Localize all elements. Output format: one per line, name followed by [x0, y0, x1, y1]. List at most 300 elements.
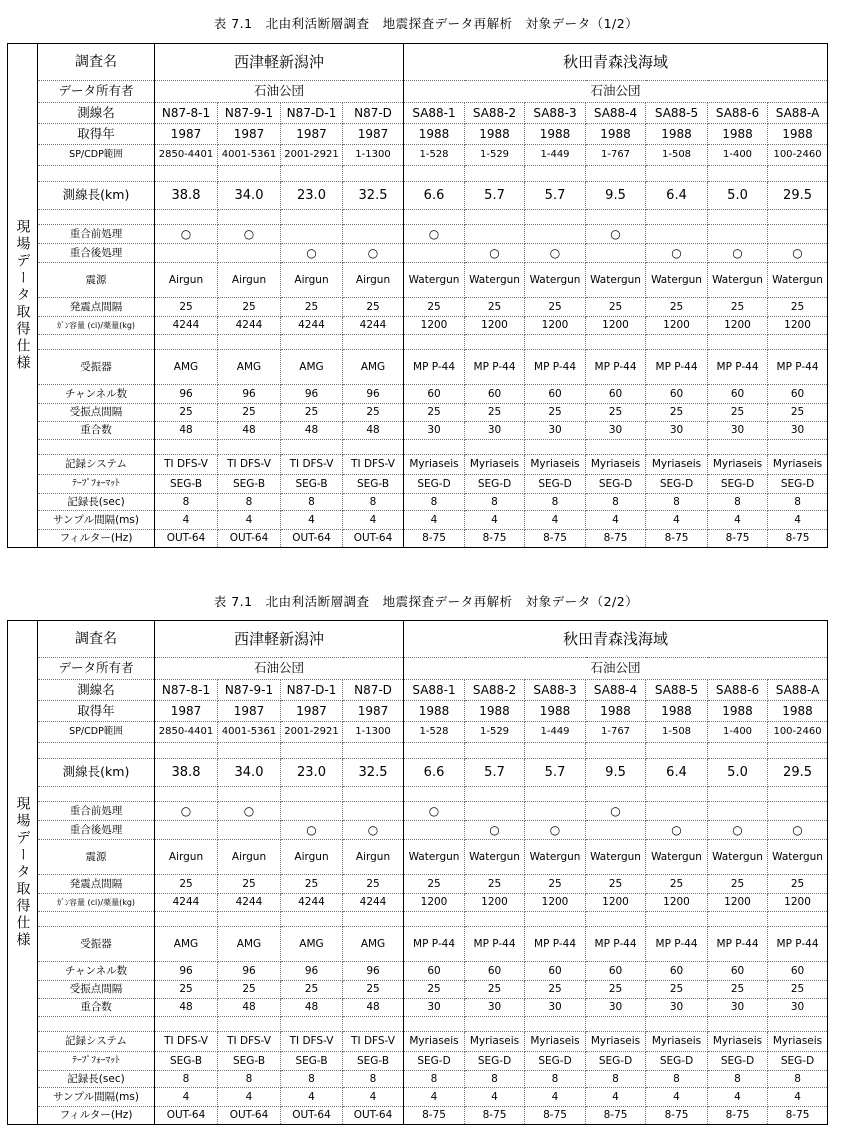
data-cell: Myriaseis [465, 455, 525, 475]
data-cell: Airgun [155, 263, 218, 298]
table-1-wrapper [7, 43, 827, 548]
data-cell: 1987 [218, 701, 281, 722]
data-cell: 6.6 [404, 759, 465, 787]
spacer-cell [155, 787, 218, 802]
spacer-cell [768, 743, 828, 759]
data-cell: ○ [343, 821, 404, 840]
data-cell: 38.8 [155, 182, 218, 210]
data-cell: OUT-64 [218, 530, 281, 548]
spacer-cell [525, 1017, 586, 1032]
owner-cell: 石油公団 [155, 81, 404, 103]
data-cell: AMG [281, 927, 343, 962]
data-cell: 1200 [768, 894, 828, 912]
spacer-cell [218, 787, 281, 802]
table-row [8, 962, 828, 981]
data-cell: Myriaseis [586, 455, 646, 475]
row-label: 受振器 [38, 927, 155, 962]
table-row [8, 244, 828, 263]
row-label: ﾃｰﾌﾟﾌｫｰﾏｯﾄ [38, 1052, 155, 1071]
data-cell: SEG-B [281, 1052, 343, 1071]
data-cell: SEG-D [646, 1052, 708, 1071]
data-cell: 8 [281, 1071, 343, 1088]
data-cell: 4 [155, 511, 218, 530]
table-row [8, 1071, 828, 1088]
data-cell: N87-8-1 [155, 680, 218, 701]
data-cell: 4 [465, 511, 525, 530]
data-cell: 8 [768, 1071, 828, 1088]
data-cell: 25 [343, 404, 404, 422]
spacer-cell [155, 440, 218, 455]
row-label: 重合前処理 [38, 225, 155, 244]
spacer-cell [404, 743, 465, 759]
data-cell: 25 [768, 404, 828, 422]
spacer-cell [708, 1017, 768, 1032]
row-label: ｶﾞﾝ容量 (ci)/薬量(kg) [38, 317, 155, 335]
data-cell: SEG-D [768, 475, 828, 494]
data-cell: 8 [155, 494, 218, 511]
table-row [8, 894, 828, 912]
data-cell: 25 [343, 981, 404, 999]
spacer-cell [218, 210, 281, 225]
spacer-cell [586, 166, 646, 182]
data-cell: 4 [525, 511, 586, 530]
data-cell: 4 [281, 511, 343, 530]
data-cell: Watergun [646, 840, 708, 875]
data-cell: 8 [465, 1071, 525, 1088]
owner-cell: 石油公団 [404, 658, 828, 680]
table-row [8, 317, 828, 335]
data-cell: 60 [404, 385, 465, 404]
data-cell [586, 244, 646, 263]
spacer-cell [281, 787, 343, 802]
spacer-cell [768, 787, 828, 802]
spacer-cell [38, 210, 155, 225]
data-cell: 4001-5361 [218, 145, 281, 166]
data-cell: 25 [404, 875, 465, 894]
spacer-cell [646, 166, 708, 182]
data-cell: 25 [708, 404, 768, 422]
data-cell: Myriaseis [768, 455, 828, 475]
spacer-cell [218, 1017, 281, 1032]
table-row [8, 494, 828, 511]
spacer-cell [465, 335, 525, 350]
data-cell: 2850-4401 [155, 145, 218, 166]
data-cell: 30 [465, 422, 525, 440]
spacer-cell [343, 1017, 404, 1032]
data-cell: AMG [155, 927, 218, 962]
data-cell: MP P-44 [525, 350, 586, 385]
data-cell: Airgun [218, 263, 281, 298]
data-cell: 1987 [281, 701, 343, 722]
data-cell: 25 [465, 298, 525, 317]
spacer-cell [646, 787, 708, 802]
table-row [8, 145, 828, 166]
spacer-cell [525, 743, 586, 759]
data-cell: 38.8 [155, 759, 218, 787]
data-cell: ○ [525, 244, 586, 263]
data-cell: 96 [343, 385, 404, 404]
data-cell: 4001-5361 [218, 722, 281, 743]
row-label: 記録長(sec) [38, 1071, 155, 1088]
spacer-cell [586, 743, 646, 759]
data-cell: 1987 [218, 124, 281, 145]
spacer-cell [218, 166, 281, 182]
data-cell: 8 [525, 1071, 586, 1088]
data-cell: Watergun [525, 263, 586, 298]
data-cell: Myriaseis [525, 1032, 586, 1052]
data-cell [281, 225, 343, 244]
data-cell: 8 [218, 1071, 281, 1088]
data-cell: MP P-44 [708, 927, 768, 962]
data-cell: ○ [155, 225, 218, 244]
data-cell: 30 [708, 422, 768, 440]
data-cell: ○ [281, 821, 343, 840]
table-caption-2: 表 7.1 北由利活断層調査 地震探査データ再解析 対象データ（2/2） [213, 594, 639, 609]
data-cell: 1988 [708, 701, 768, 722]
data-cell: 25 [404, 404, 465, 422]
table-row [8, 701, 828, 722]
data-cell: 1200 [525, 317, 586, 335]
data-cell: 4244 [281, 317, 343, 335]
spacer-cell [38, 335, 155, 350]
data-cell: 1200 [646, 317, 708, 335]
table-row [8, 166, 828, 182]
data-cell: MP P-44 [768, 927, 828, 962]
spacer-cell [586, 335, 646, 350]
data-cell [525, 225, 586, 244]
data-cell: OUT-64 [155, 530, 218, 548]
data-cell: 8 [525, 494, 586, 511]
data-cell: TI DFS-V [155, 455, 218, 475]
data-cell: 25 [281, 875, 343, 894]
data-cell: 25 [155, 981, 218, 999]
table-row [8, 802, 828, 821]
table-row [8, 298, 828, 317]
data-cell: MP P-44 [646, 927, 708, 962]
data-table [7, 43, 828, 548]
data-cell: 4244 [155, 317, 218, 335]
data-cell: 25 [768, 875, 828, 894]
data-cell [525, 802, 586, 821]
spacer-cell [465, 1017, 525, 1032]
data-cell: 1988 [768, 701, 828, 722]
data-cell: 32.5 [343, 182, 404, 210]
data-cell: ○ [404, 802, 465, 821]
data-cell: 25 [768, 981, 828, 999]
spacer-cell [404, 335, 465, 350]
data-cell: AMG [343, 927, 404, 962]
data-cell: MP P-44 [646, 350, 708, 385]
spacer-cell [708, 440, 768, 455]
data-cell: 1-449 [525, 722, 586, 743]
data-cell: SEG-D [525, 1052, 586, 1071]
data-cell: OUT-64 [281, 1107, 343, 1125]
data-cell: 96 [155, 962, 218, 981]
data-cell: 1987 [281, 124, 343, 145]
table-row [8, 1088, 828, 1107]
spacer-cell [525, 210, 586, 225]
data-cell: 4 [404, 1088, 465, 1107]
data-cell: Watergun [465, 840, 525, 875]
data-cell: 8 [404, 494, 465, 511]
data-cell: 48 [218, 999, 281, 1017]
data-cell: 8 [343, 494, 404, 511]
row-label: 重合数 [38, 422, 155, 440]
row-label: SP/CDP範囲 [38, 145, 155, 166]
spacer-cell [465, 743, 525, 759]
data-cell: 30 [465, 999, 525, 1017]
data-cell: 4244 [218, 894, 281, 912]
data-cell: 25 [218, 875, 281, 894]
data-cell: 60 [586, 385, 646, 404]
data-cell [646, 225, 708, 244]
spacer-cell [646, 440, 708, 455]
data-cell: 60 [465, 385, 525, 404]
data-cell: ○ [708, 244, 768, 263]
data-cell: OUT-64 [281, 530, 343, 548]
data-cell: 30 [768, 422, 828, 440]
spacer-cell [646, 1017, 708, 1032]
data-cell: Airgun [343, 840, 404, 875]
spacer-cell [768, 166, 828, 182]
table-row [8, 912, 828, 927]
data-cell: Watergun [708, 840, 768, 875]
spacer-cell [465, 210, 525, 225]
data-cell: 1-400 [708, 722, 768, 743]
data-cell: 2001-2921 [281, 145, 343, 166]
spacer-cell [404, 210, 465, 225]
data-cell: 8-75 [404, 1107, 465, 1125]
spacer-cell [465, 787, 525, 802]
data-cell [465, 802, 525, 821]
data-cell: MP P-44 [525, 927, 586, 962]
data-cell: 1988 [708, 124, 768, 145]
spacer-cell [404, 912, 465, 927]
data-cell: 1988 [586, 124, 646, 145]
data-cell: 96 [218, 385, 281, 404]
table-row [8, 1017, 828, 1032]
data-cell [404, 244, 465, 263]
spacer-cell [525, 440, 586, 455]
data-cell: Myriaseis [646, 1032, 708, 1052]
data-cell: 8 [708, 494, 768, 511]
spacer-cell [708, 787, 768, 802]
data-cell: Myriaseis [768, 1032, 828, 1052]
data-cell: 25 [525, 981, 586, 999]
data-cell: Myriaseis [465, 1032, 525, 1052]
data-cell: 1988 [465, 701, 525, 722]
spacer-cell [343, 335, 404, 350]
table-row [8, 1107, 828, 1125]
data-cell: ○ [646, 244, 708, 263]
spacer-cell [646, 743, 708, 759]
data-cell: 8 [768, 494, 828, 511]
data-cell: 30 [525, 999, 586, 1017]
table-row [8, 385, 828, 404]
table-row [8, 621, 828, 658]
data-cell: 4 [465, 1088, 525, 1107]
row-label: 重合後処理 [38, 244, 155, 263]
data-cell: 1-529 [465, 722, 525, 743]
data-cell: Airgun [218, 840, 281, 875]
data-cell: N87-8-1 [155, 103, 218, 124]
data-cell: Myriaseis [708, 455, 768, 475]
data-cell: 60 [768, 962, 828, 981]
data-cell: 8-75 [646, 1107, 708, 1125]
data-cell: 30 [646, 999, 708, 1017]
spacer-cell [38, 743, 155, 759]
spacer-cell [343, 743, 404, 759]
data-cell: Myriaseis [646, 455, 708, 475]
data-cell: SEG-D [465, 1052, 525, 1071]
data-cell: SA88-A [768, 680, 828, 701]
data-cell: 1200 [768, 317, 828, 335]
data-cell: 1200 [404, 317, 465, 335]
data-cell: 25 [404, 981, 465, 999]
data-cell: 32.5 [343, 759, 404, 787]
table-row [8, 927, 828, 962]
table-row [8, 335, 828, 350]
data-cell: MP P-44 [404, 350, 465, 385]
data-cell: 4 [586, 1088, 646, 1107]
data-cell: Watergun [586, 263, 646, 298]
data-cell: 48 [281, 999, 343, 1017]
data-cell: SA88-3 [525, 103, 586, 124]
data-cell: TI DFS-V [155, 1032, 218, 1052]
row-label: ｶﾞﾝ容量 (ci)/薬量(kg) [38, 894, 155, 912]
row-label: 発震点間隔 [38, 298, 155, 317]
row-label: 測線名 [38, 680, 155, 701]
data-cell: AMG [218, 927, 281, 962]
data-cell: Airgun [343, 263, 404, 298]
data-cell: ○ [218, 802, 281, 821]
data-cell: 4244 [218, 317, 281, 335]
spacer-cell [38, 912, 155, 927]
data-cell: ○ [525, 821, 586, 840]
data-cell: N87-D [343, 103, 404, 124]
data-cell: 60 [465, 962, 525, 981]
data-cell: 96 [281, 962, 343, 981]
spacer-cell [708, 912, 768, 927]
data-cell: OUT-64 [343, 530, 404, 548]
data-cell: 60 [708, 385, 768, 404]
spacer-cell [404, 440, 465, 455]
data-cell: N87-D-1 [281, 680, 343, 701]
data-cell: 25 [646, 981, 708, 999]
spacer-cell [768, 440, 828, 455]
data-cell: 1200 [404, 894, 465, 912]
row-label: ﾃｰﾌﾟﾌｫｰﾏｯﾄ [38, 475, 155, 494]
spacer-cell [281, 210, 343, 225]
spacer-cell [768, 210, 828, 225]
data-cell: 4 [586, 511, 646, 530]
spacer-cell [646, 210, 708, 225]
data-cell: 100-2460 [768, 722, 828, 743]
data-cell [708, 802, 768, 821]
spacer-cell [465, 912, 525, 927]
data-cell [465, 225, 525, 244]
table-row [8, 440, 828, 455]
spacer-cell [155, 335, 218, 350]
data-cell: 4244 [343, 317, 404, 335]
data-cell: 48 [343, 422, 404, 440]
row-label: 記録システム [38, 1032, 155, 1052]
row-label: 取得年 [38, 124, 155, 145]
spacer-cell [343, 912, 404, 927]
data-cell: ○ [586, 225, 646, 244]
table-row [8, 759, 828, 787]
data-cell: 25 [281, 404, 343, 422]
data-cell: SA88-1 [404, 103, 465, 124]
data-cell: SEG-B [155, 475, 218, 494]
data-cell: 8-75 [465, 1107, 525, 1125]
data-cell: ○ [404, 225, 465, 244]
row-label: 測線名 [38, 103, 155, 124]
data-cell: SEG-B [218, 1052, 281, 1071]
data-cell: SEG-D [586, 1052, 646, 1071]
data-cell: ○ [768, 821, 828, 840]
data-cell: 1988 [404, 124, 465, 145]
table-row [8, 1052, 828, 1071]
data-cell: 1200 [646, 894, 708, 912]
spacer-cell [525, 912, 586, 927]
data-cell: Watergun [768, 263, 828, 298]
data-cell: 1988 [525, 701, 586, 722]
data-cell: 4244 [155, 894, 218, 912]
data-cell: 25 [281, 298, 343, 317]
row-label: 震源 [38, 263, 155, 298]
data-cell: N87-D [343, 680, 404, 701]
data-cell: 25 [646, 404, 708, 422]
data-cell: TI DFS-V [281, 455, 343, 475]
data-cell: 4 [646, 511, 708, 530]
data-cell: SEG-D [768, 1052, 828, 1071]
data-cell: SA88-5 [646, 103, 708, 124]
data-cell: 1-400 [708, 145, 768, 166]
spacer-cell [38, 440, 155, 455]
data-cell: 5.7 [525, 182, 586, 210]
data-cell: N87-D-1 [281, 103, 343, 124]
spacer-cell [404, 1017, 465, 1032]
data-cell: 4 [404, 511, 465, 530]
data-cell: 8-75 [708, 530, 768, 548]
data-cell: MP P-44 [586, 350, 646, 385]
table-row [8, 840, 828, 875]
data-cell: SEG-D [586, 475, 646, 494]
data-cell: 30 [404, 999, 465, 1017]
spacer-cell [218, 440, 281, 455]
data-cell: SEG-D [465, 475, 525, 494]
data-cell: TI DFS-V [281, 1032, 343, 1052]
data-cell: MP P-44 [465, 350, 525, 385]
data-cell: 9.5 [586, 182, 646, 210]
data-cell: 25 [343, 298, 404, 317]
spacer-cell [281, 440, 343, 455]
spacer-cell [646, 335, 708, 350]
table-caption-1: 表 7.1 北由利活断層調査 地震探査データ再解析 対象データ（1/2） [213, 16, 639, 31]
data-cell: 25 [525, 298, 586, 317]
spacer-cell [343, 440, 404, 455]
data-cell: 25 [155, 298, 218, 317]
data-cell: SEG-B [281, 475, 343, 494]
data-cell: TI DFS-V [218, 1032, 281, 1052]
spacer-cell [155, 1017, 218, 1032]
data-cell: 48 [155, 422, 218, 440]
data-cell: TI DFS-V [218, 455, 281, 475]
spacer-cell [155, 210, 218, 225]
data-cell: 5.7 [465, 182, 525, 210]
data-cell: N87-9-1 [218, 680, 281, 701]
